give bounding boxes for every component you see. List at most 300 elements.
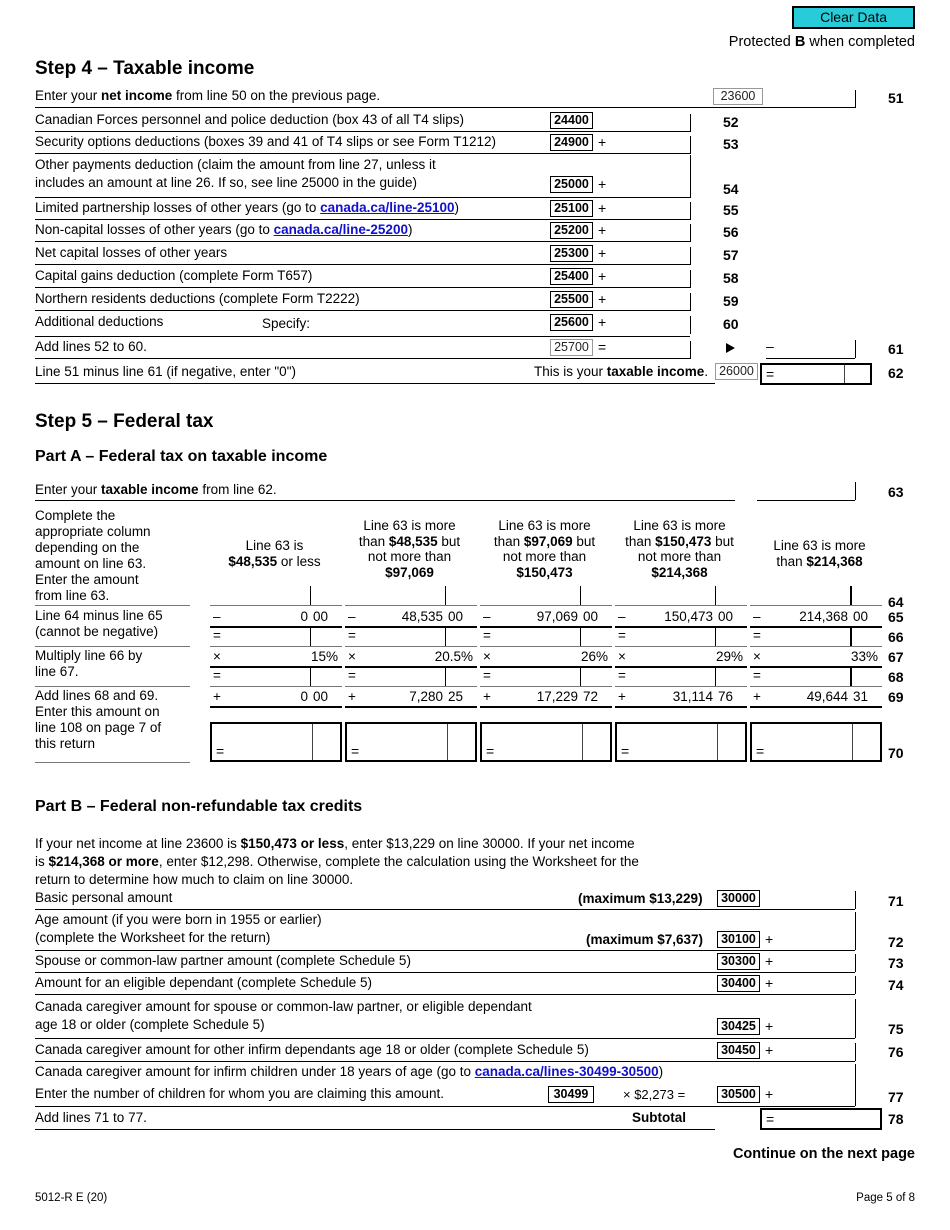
row-61-entry-cents-divider	[855, 340, 856, 358]
row-62-right-post: .	[704, 364, 709, 379]
field-code-25200[interactable]: 25200	[550, 222, 593, 239]
row-53-cents-divider	[690, 136, 691, 154]
row-60-operator: +	[598, 314, 607, 330]
line-number-53: 53	[723, 136, 739, 152]
row66-cents-c5	[850, 627, 852, 646]
row-74-cents-divider	[855, 976, 856, 994]
row-51-text-bold: net income	[101, 88, 173, 103]
row69-value-c4: 31,114	[672, 689, 713, 704]
row-71-maximum: (maximum $13,229)	[578, 891, 703, 906]
row-53-label: Security options deductions (boxes 39 and 41 of T4 slips or see Form T1212)	[35, 134, 497, 149]
line-number-75: 75	[888, 1021, 904, 1037]
row65-value-c2: 48,535	[401, 609, 443, 624]
row-69-label-l4: this return	[35, 736, 96, 751]
row-55-operator: +	[598, 200, 607, 216]
row-53-operator: +	[598, 134, 607, 150]
row-54-rule	[35, 197, 690, 198]
protected-b-notice	[729, 34, 915, 50]
partB-intro-line-1	[35, 836, 635, 851]
row65-op-c1: –	[213, 609, 221, 624]
line-number-71: 71	[888, 893, 904, 909]
field-code-25700[interactable]: 25700	[550, 339, 593, 356]
row-54-label-line2: includes an amount at line 26. If so, see line 25000 in the guide)	[35, 175, 418, 190]
col1-header-amount: $48,535	[228, 553, 278, 569]
row-57-operator: +	[598, 245, 607, 261]
row-62-right-bold: taxable income	[606, 364, 705, 379]
row-67-label	[35, 648, 142, 680]
field-code-25100[interactable]: 25100	[550, 200, 593, 217]
row65-rule-c5	[750, 626, 882, 628]
row66-cents-c4	[715, 627, 716, 646]
col2-header-l2post: but	[437, 533, 461, 549]
row68-cents-c2	[445, 667, 446, 686]
field-code-23600[interactable]: 23600	[713, 88, 763, 105]
row64-rule-c2	[345, 605, 477, 606]
row64-cents-c3	[580, 586, 581, 605]
field-code-30400[interactable]: 30400	[717, 975, 760, 992]
page-number: Page 5 of 8	[856, 1192, 915, 1204]
row65-op-c4: –	[618, 609, 626, 624]
row69-rule-c1	[210, 706, 342, 708]
line-number-54: 54	[723, 181, 739, 197]
row-56-operator: +	[598, 222, 607, 238]
row69-rule-c2	[345, 706, 477, 708]
partA-intro-pre: Enter your	[35, 482, 102, 497]
row65-value-c1: 0	[300, 609, 308, 624]
col4-header-amount-lo: $150,473	[655, 533, 712, 549]
row70-op-c4: =	[621, 743, 630, 759]
row69-op-c2: +	[348, 689, 356, 704]
row-74-rule	[35, 994, 855, 995]
row69-op-c5: +	[753, 689, 761, 704]
line-number-57: 57	[723, 247, 739, 263]
row-58-cents-divider	[690, 270, 691, 288]
row70-op-c1: =	[216, 743, 225, 759]
row-65-label	[35, 608, 163, 640]
row67-rate-c5: 33%	[850, 649, 878, 664]
row67-rule-c3	[480, 666, 612, 668]
col3-header-amount-lo: $97,069	[523, 533, 573, 549]
row-62-operator: =	[766, 366, 775, 382]
line-number-70: 70	[888, 745, 904, 761]
row67-rate-c2: 20.5%	[434, 649, 473, 664]
row68-rule-label	[35, 686, 190, 687]
col4-header-l3: not more than	[637, 549, 722, 564]
form-identifier: 5012-R E (20)	[35, 1192, 108, 1204]
row67-rule-c4	[615, 666, 747, 668]
row-60-rule	[35, 336, 690, 337]
row-71-label: Basic personal amount	[35, 890, 173, 905]
row67-op-c1: ×	[213, 649, 221, 664]
row64-cents-c1	[310, 586, 311, 605]
protected-suffix: when completed	[805, 34, 915, 50]
line-63-entry-rule	[757, 500, 855, 501]
field-code-30100[interactable]: 30100	[717, 931, 760, 948]
line-number-67: 67	[888, 649, 904, 665]
row67-op-c2: ×	[348, 649, 356, 664]
row-51-text-post: from line 50 on the previous page.	[172, 88, 381, 103]
row-61-cents-divider	[690, 341, 691, 359]
federal-tax-total-c2[interactable]	[345, 722, 477, 762]
row69-value-c3: 17,229	[536, 689, 578, 704]
row68-op-c3: =	[483, 668, 491, 683]
row67-op-c3: ×	[483, 649, 491, 664]
row65-op-c3: –	[483, 609, 491, 624]
row70-cents-c3	[582, 724, 583, 760]
row66-cents-c1	[310, 627, 311, 646]
row-57-rule	[35, 264, 690, 265]
instruction-line-1: Complete the	[35, 508, 116, 523]
partB-heading: Part B – Federal non-refundable tax credits	[35, 798, 363, 815]
col4-header-l2post: but	[711, 533, 734, 549]
row-56-text-pre: Non-capital losses of other years (go to	[35, 222, 274, 237]
row-62-label: Line 51 minus line 61 (if negative, enter "0")	[35, 364, 296, 379]
row-77-operator: +	[765, 1086, 774, 1102]
line-number-60: 60	[723, 316, 739, 332]
row67-rate-c4: 29%	[715, 649, 743, 664]
row65-cents-c1: 00	[313, 609, 329, 624]
field-code-30300[interactable]: 30300	[717, 953, 760, 970]
row65-rule-c1	[210, 626, 342, 628]
row65-value-c3: 97,069	[536, 609, 578, 624]
row69-cents-c1: 00	[313, 689, 329, 704]
subtotal-total-field[interactable]	[760, 1108, 882, 1130]
row68-cents-c5	[850, 667, 852, 686]
row65-value-c4: 150,473	[664, 609, 713, 624]
bracket-col-3-header	[477, 518, 612, 580]
row-69-label-l3: line 108 on page 7 of	[35, 720, 162, 735]
row-72-label-l1: Age amount (if you were born in 1955 or earlier)	[35, 912, 322, 927]
row65-cents-c2: 00	[448, 609, 464, 624]
row-53-rule	[35, 153, 690, 154]
row64-rule-c1	[210, 605, 342, 606]
link-lines-30499-30500[interactable]: canada.ca/lines-30499-30500	[474, 1064, 659, 1079]
row-75-operator: +	[765, 1018, 774, 1034]
partA-instructions	[35, 508, 205, 604]
row-60-cents-divider	[690, 316, 691, 334]
partA-heading: Part A – Federal tax on taxable income	[35, 448, 328, 465]
instruction-line-6: from line 63.	[35, 588, 110, 603]
row-72-cents-divider	[855, 912, 856, 950]
row65-op-c5: –	[753, 609, 761, 624]
row-77-text-pre: Canada caregiver amount for infirm children under 18 years of age (go to	[35, 1064, 475, 1079]
row-77-label-l1	[35, 1064, 663, 1079]
row-61-carry-operator: –	[766, 338, 774, 354]
col2-header-l3: not more than	[367, 549, 452, 564]
row65-op-c2: –	[348, 609, 356, 624]
partB-intro-2-bold: $214,368 or more	[48, 854, 159, 869]
bracket-col-2-header	[342, 518, 477, 580]
partA-intro	[35, 482, 277, 497]
row-62-cents-divider	[844, 365, 845, 383]
row69-cents-c5: 31	[853, 689, 869, 704]
row-67-label-l1: Multiply line 66 by	[35, 648, 143, 663]
row67-rate-c1: 15%	[310, 649, 338, 664]
row-75-label-l2: age 18 or older (complete Schedule 5)	[35, 1017, 265, 1032]
page-header	[729, 6, 915, 50]
line-number-64: 64	[888, 594, 904, 610]
col2-header-amount-lo: $48,535	[388, 533, 438, 549]
line-number-61: 61	[888, 341, 904, 357]
row68-cents-c4	[715, 667, 716, 686]
row-74-operator: +	[765, 975, 774, 991]
instruction-line-4: amount on line 63.	[35, 556, 147, 571]
row-73-operator: +	[765, 953, 774, 969]
row-54-label-line1: Other payments deduction (claim the amount from line 27, unless it	[35, 157, 436, 172]
col4-header-l2pre: than	[625, 533, 656, 549]
row-69-label-l1: Add lines 68 and 69.	[35, 688, 159, 703]
row65-rule-c4	[615, 626, 747, 628]
row70-cents-c1	[312, 724, 313, 760]
partB-intro-1-bold: $150,473 or less	[240, 836, 345, 851]
step4-heading: Step 4 – Taxable income	[35, 58, 255, 79]
row-76-cents-divider	[855, 1043, 856, 1061]
row-72-maximum: (maximum $7,637)	[586, 932, 704, 947]
continue-next-page-note: Continue on the next page	[732, 1146, 915, 1162]
row69-op-c3: +	[483, 689, 491, 704]
link-line-25100[interactable]: canada.ca/line-25100	[320, 200, 455, 215]
taxable-income-total-field[interactable]	[760, 363, 872, 385]
col5-header-l1: Line 63 is more	[773, 538, 866, 553]
row-78-operator: =	[766, 1111, 775, 1127]
col2-header-amount-hi: $97,069	[385, 564, 434, 580]
row66-rule-c3	[480, 646, 612, 647]
carry-forward-arrow-icon	[726, 343, 735, 353]
row64-cents-c2	[445, 586, 446, 605]
row66-rule-c4	[615, 646, 747, 647]
row-59-cents-divider	[690, 293, 691, 311]
col3-header-l2pre: than	[493, 533, 524, 549]
line-number-66: 66	[888, 629, 904, 645]
row-54-cents-divider	[690, 155, 691, 198]
field-code-25300[interactable]: 25300	[550, 245, 593, 262]
row-54-operator: +	[598, 176, 607, 192]
row68-op-c2: =	[348, 668, 356, 683]
row70-cents-c4	[717, 724, 718, 760]
line-number-77: 77	[888, 1089, 904, 1105]
row-71-cents-divider	[855, 891, 856, 909]
row-59-rule	[35, 310, 690, 311]
field-code-25500[interactable]: 25500	[550, 291, 593, 308]
bracket-col-5-header	[747, 538, 892, 569]
partA-intro-rule	[35, 500, 735, 501]
row-62-right-pre: This is your	[534, 364, 607, 379]
row68-cents-c3	[580, 667, 581, 686]
protected-b-letter: B	[794, 34, 806, 50]
link-line-25200[interactable]: canada.ca/line-25200	[273, 222, 408, 237]
row-77-label-l2: Enter the number of children for whom you are claiming this amount.	[35, 1086, 444, 1101]
row-56-cents-divider	[690, 224, 691, 242]
row-78-subtotal-label: Subtotal	[632, 1110, 686, 1125]
row-51-rule	[35, 107, 855, 108]
row69-cents-c3: 72	[583, 689, 599, 704]
protected-prefix: Protected	[728, 34, 795, 50]
line-number-55: 55	[723, 202, 739, 218]
field-code-30000[interactable]: 30000	[717, 890, 760, 907]
row-74-label: Amount for an eligible dependant (complete Schedule 5)	[35, 975, 372, 990]
row-65-label-l2: (cannot be negative)	[35, 624, 159, 639]
line-number-78: 78	[888, 1111, 904, 1127]
federal-tax-total-c3[interactable]	[480, 722, 612, 762]
row-61-operator: =	[598, 339, 607, 355]
row-65-label-l1: Line 64 minus line 65	[35, 608, 163, 623]
partB-intro-2-pre: is	[35, 854, 49, 869]
row-73-rule	[35, 972, 855, 973]
col5-header-l2pre: than	[776, 553, 807, 569]
partB-intro-line-3: return to determine how much to claim on line 30000.	[35, 872, 354, 887]
federal-tax-total-c4[interactable]	[615, 722, 747, 762]
field-code-25400[interactable]: 25400	[550, 268, 593, 285]
row68-rule-c5	[750, 686, 882, 687]
row-62-rule	[35, 383, 715, 384]
line-number-52: 52	[723, 114, 739, 130]
field-code-25600[interactable]: 25600	[550, 314, 593, 331]
row-75-cents-divider	[855, 999, 856, 1038]
row66-op-c3: =	[483, 628, 491, 643]
row67-op-c4: ×	[618, 649, 626, 664]
row64-rule-c5	[750, 605, 882, 606]
clear-data-button[interactable]: Clear Data	[792, 6, 915, 29]
row65-rule-c3	[480, 626, 612, 628]
row-58-label: Capital gains deduction (complete Form T657)	[35, 268, 313, 283]
row-55-text-pre: Limited partnership losses of other years (go to	[35, 200, 321, 215]
row-52-rule	[35, 131, 690, 132]
line-number-73: 73	[888, 955, 904, 971]
row68-op-c4: =	[618, 668, 626, 683]
field-code-30500[interactable]: 30500	[717, 1086, 760, 1103]
row66-cents-c3	[580, 627, 581, 646]
row64-cents-c5	[850, 586, 852, 605]
col3-header-l2post: but	[572, 533, 596, 549]
partB-intro-2-post: , enter $12,298. Otherwise, complete the calculation using the Worksheet for the	[158, 854, 639, 869]
row-72-label-l2: (complete the Worksheet for the return)	[35, 930, 271, 945]
row-77-cents-divider	[855, 1064, 856, 1106]
bracket-col-4-header	[612, 518, 747, 580]
step5-heading: Step 5 – Federal tax	[35, 411, 214, 432]
federal-tax-total-c5[interactable]	[750, 722, 882, 762]
row67-op-c5: ×	[753, 649, 761, 664]
row66-cents-c2	[445, 627, 446, 646]
row69-rule-c3	[480, 706, 612, 708]
col2-header-l2pre: than	[358, 533, 389, 549]
row-56-rule	[35, 241, 690, 242]
field-code-26000[interactable]: 26000	[715, 363, 758, 380]
row-61-entry-rule	[766, 358, 855, 359]
line-number-65: 65	[888, 609, 904, 625]
row65-cents-c3: 00	[583, 609, 599, 624]
row-78-label: Add lines 71 to 77.	[35, 1110, 147, 1125]
row-58-rule	[35, 287, 690, 288]
row66-rule-c1	[210, 646, 342, 647]
row68-cents-c1	[310, 667, 311, 686]
row-59-operator: +	[598, 291, 607, 307]
row-51-text-pre: Enter your	[35, 88, 102, 103]
partB-intro-1-post: , enter $13,229 on line 30000. If your net income	[344, 836, 635, 851]
row-55-text-post: )	[454, 200, 459, 215]
row68-rule-c3	[480, 686, 612, 687]
row-75-rule	[35, 1038, 855, 1039]
row-56-label	[35, 222, 412, 237]
row-76-rule	[35, 1061, 855, 1062]
col1-header-l2b: or less	[277, 553, 321, 569]
row69-op-c1: +	[213, 689, 221, 704]
bracket-col-1-header	[207, 538, 342, 569]
row67-rule-c5	[750, 666, 882, 668]
line-number-69: 69	[888, 689, 904, 705]
row66-rule-label	[35, 646, 190, 647]
col4-header-l1: Line 63 is more	[633, 518, 726, 533]
row65-value-c5: 214,368	[799, 609, 848, 624]
row69-value-c5: 49,644	[806, 689, 848, 704]
row-72-rule	[35, 950, 855, 951]
partB-intro-line-2	[35, 854, 639, 869]
row70-cents-c2	[447, 724, 448, 760]
row-51-label	[35, 88, 380, 103]
row66-op-c1: =	[213, 628, 221, 643]
instruction-line-5: Enter the amount	[35, 572, 139, 587]
row69-op-c4: +	[618, 689, 626, 704]
row-75-label-l1: Canada caregiver amount for spouse or common-law partner, or eligible dependant	[35, 999, 532, 1014]
row-67-label-l2: line 67.	[35, 664, 79, 679]
instruction-line-2: appropriate column	[35, 524, 151, 539]
partA-intro-post: from line 62.	[198, 482, 277, 497]
field-code-24400[interactable]: 24400	[550, 112, 593, 129]
row-60-specify-label: Specify:	[262, 316, 311, 331]
row-77-rule	[35, 1106, 855, 1107]
row66-op-c4: =	[618, 628, 626, 643]
row-76-operator: +	[765, 1042, 774, 1058]
field-code-30425[interactable]: 30425	[717, 1018, 760, 1035]
row69-cents-c4: 76	[718, 689, 734, 704]
row66-op-c2: =	[348, 628, 356, 643]
line-number-63: 63	[888, 484, 904, 500]
row-73-label: Spouse or common-law partner amount (complete Schedule 5)	[35, 953, 411, 968]
federal-tax-total-c1[interactable]	[210, 722, 342, 762]
row-51-cents-divider	[855, 90, 856, 108]
row-77-text-post: )	[658, 1064, 664, 1079]
row68-rule-c2	[345, 686, 477, 687]
row70-op-c2: =	[351, 743, 360, 759]
row69-value-c2: 7,280	[409, 689, 443, 704]
field-code-30499[interactable]: 30499	[548, 1086, 594, 1103]
row-59-label: Northern residents deductions (complete Form T2222)	[35, 291, 360, 306]
row70-op-c5: =	[756, 743, 765, 759]
row67-rule-c2	[345, 666, 477, 668]
line-number-62: 62	[888, 365, 904, 381]
col1-header-l1: Line 63 is	[245, 538, 304, 553]
field-code-30450[interactable]: 30450	[717, 1042, 760, 1059]
row65-rule-c2	[345, 626, 477, 628]
field-code-24900[interactable]: 24900	[550, 134, 593, 151]
col3-header-amount-hi: $150,473	[516, 564, 573, 580]
row-55-label	[35, 200, 459, 215]
row-78-rule	[35, 1129, 715, 1130]
row-58-operator: +	[598, 268, 607, 284]
row64-cents-c4	[715, 586, 716, 605]
row66-rule-c5	[750, 646, 882, 647]
field-code-25000[interactable]: 25000	[550, 176, 593, 193]
row-55-cents-divider	[690, 202, 691, 220]
row-76-label: Canada caregiver amount for other infirm dependants age 18 or older (complete Schedule 5)	[35, 1042, 589, 1057]
partA-intro-bold: taxable income	[101, 482, 199, 497]
row64-rule-c4	[615, 605, 747, 606]
row-52-label: Canadian Forces personnel and police deduction (box 43 of all T4 slips)	[35, 112, 465, 127]
col3-header-l3: not more than	[502, 549, 587, 564]
col3-header-l1: Line 63 is more	[498, 518, 591, 533]
line-number-68: 68	[888, 669, 904, 685]
row-61-label: Add lines 52 to 60.	[35, 339, 147, 354]
row-69-label-l2: Enter this amount on	[35, 704, 160, 719]
